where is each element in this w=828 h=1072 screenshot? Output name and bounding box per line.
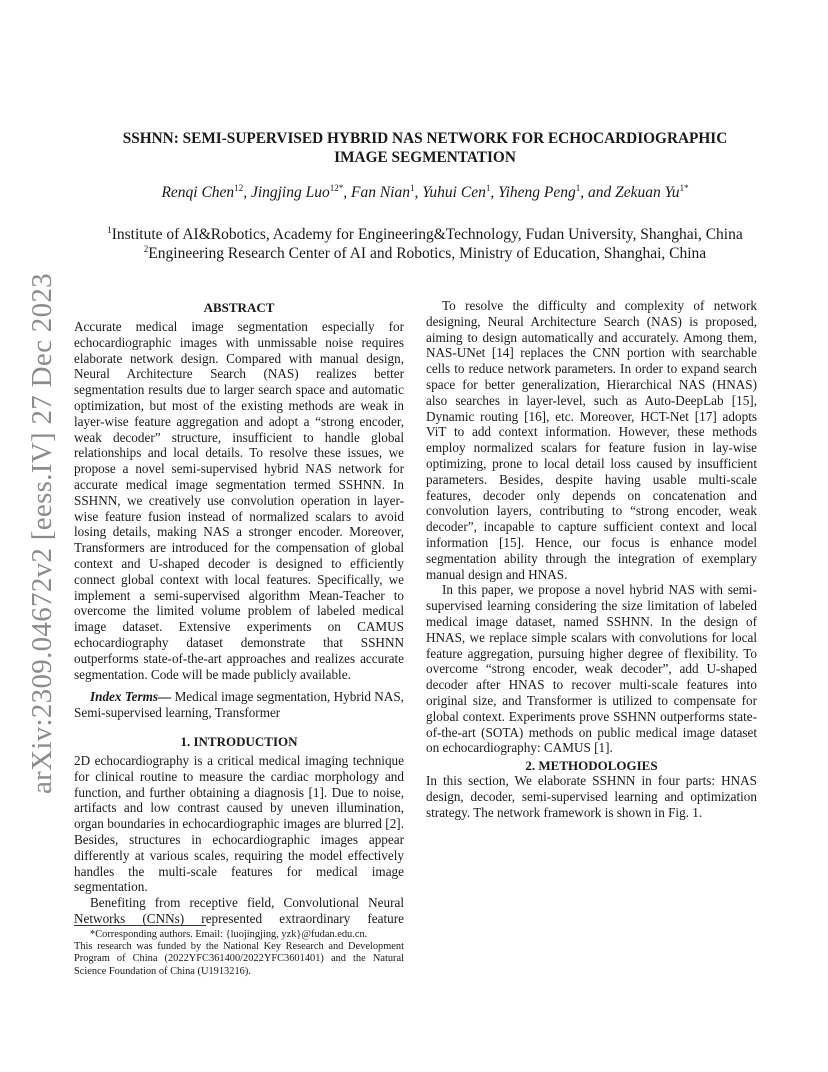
author [351,184,422,201]
author-sep: , [243,184,251,202]
affiliation [60,244,790,263]
author-affil-mark: 12* [329,183,344,193]
abstract-text: Accurate medical image segmentation especially for echocardiographic images with unmissable noise requires elaborate network design. Compared with manual design, Neural Architecture Search (NAS) realizes better segmentation results due to larger search space and automatic optimization, but most of the existing methods are weak in layer-wise feature aggregation and adopt a “strong encoder, weak decoder” structure, insufficient to handle global relationships and local details. To resolve these issues, we propose a novel semi-supervised hybrid NAS network for accurate medical image segmentation termed SSHNN. In SSHNN, we creatively use convolution operation in layer-wise feature fusion instead of normalized scalars to avoid losing details, making NAS a stronger encoder. Moreover, Transformers are introduced for the compensation of global context and U-shaped decoder is designed to efficiently connect global context with local features. Specifically, we implement a semi-supervised algorithm Mean-Teacher to overcome the limited volume problem of labeled medical image dataset. Extensive experiments on CAMUS echocardiography dataset demonstrate that SSHNN outperforms state-of-the-art approaches and realizes accurate segmentation. Code will be made publicly available. [74,319,404,682]
affiliation-text: Institute of AI&Robotics, Academy for Engineering&Technology, Fudan University, Shanghai, China [111,226,743,244]
right-column [426,298,757,821]
affiliation-mark: 1 [107,225,112,235]
author-sep: , [414,184,423,202]
footnote-funding: This research was funded by the National Key Research and Development Program of China (2022YFC361400/2022YFC3601401) and the Natural Science Foundation of China (U1913216). [74,941,404,977]
intro-paragraph-4: In this paper, we propose a novel hybrid NAS with semi-supervised learning considering the size limitation of labeled medical image dataset, named SSHNN. In the design of HNAS, we replace simple scalars with convolutions for local feature aggregation, pursuing higher degree of flexibility. To overcome “strong encoder, weak decoder”, add U-shaped decoder after HNAS to recover multi-scale features into original size, and Transformer is utilized to compensate for global context. Experiments prove SSHNN outperforms state-of-the-art (SOTA) methods on public medical image dataset on echocardiography: CAMUS [1]. [426,582,757,756]
author-affil-mark: 1* [679,183,689,193]
author-name: Fan Nian [350,184,410,202]
footnote-corresponding: *Corresponding authors. Email: {luojingjing, yzk}@fudan.edu.cn. [90,929,368,940]
author-name: Renqi Chen [161,184,235,202]
author-sep: , [343,184,351,202]
title-line-1: SSHNN: SEMI-SUPERVISED HYBRID NAS NETWORK FOR ECHOCARDIOGRAPHIC [122,130,728,147]
introduction-heading: 1. INTRODUCTION [180,733,298,749]
arxiv-stamp [22,272,62,794]
methodologies-heading: 2. METHODOLOGIES [525,758,658,774]
arxiv-stamp-text: arXiv:2309.04672v2 [eess.IV] 27 Dec 2023 [25,272,58,794]
affiliation-mark: 2 [143,244,149,254]
author-sep: , and [580,184,616,202]
footnote [74,929,404,978]
footnote-divider [74,925,206,926]
author-list [80,183,770,202]
author-affil-mark: 1 [575,183,581,193]
methodologies-paragraph: In this section, We elaborate SSHNN in four parts: HNAS design, decoder, semi-supervised learning and optimization strategy. The network framework is shown in Fig. 1. [426,773,757,820]
author-name: Yuhui Cen [422,184,486,202]
author-affil-mark: 12 [234,183,244,193]
abstract-heading: ABSTRACT [203,300,275,315]
author-affil-mark: 1 [485,183,491,193]
intro-paragraph-2-start: Benefiting from receptive field, Convolutional Neural Networks (CNNs) represented extraordinary feature [74,895,404,926]
affiliation-text: Engineering Research Center of AI and Robotics, Ministry of Education, Shanghai, China [148,245,707,263]
author [498,184,615,201]
author-name: Jingjing Luo [250,184,330,202]
paper-title [80,129,770,167]
index-terms-text: Medical image segmentation, Hybrid NAS, Semi-supervised learning, Transformer [74,689,404,721]
author-name: Yiheng Peng [498,184,576,202]
author [422,184,498,201]
intro-paragraph-3: To resolve the difficulty and complexity of network designing, Neural Architecture Search (NAS) is proposed, aiming to design automatically and accurately. Among them, NAS-UNet [14] replaces the CNN portion with searchable cells to reduce network parameters. In order to expand search space for better generalization, Hierarchical NAS (HNAS) also searches in layer-level, such as Auto-DeepLab [15], Dynamic routing [16], etc. Moreover, HCT-Net [17] adopts ViT to add context information. However, these methods employ normalized scalars for feature fusion in lay-wise optimizing, prone to local detail loss caused by insufficient parameters. Besides, despite having usable multi-scale features, decoder only depends on concatenation and convolution layers, contributing to “strong encoder, weak decoder”, incapable to capture sufficient context and local information [15]. Hence, our focus is enhance model segmentation ability through the integration of exemplary manual design and HNAS. [426,298,757,582]
left-column [74,300,404,927]
author-name: Zekuan Yu [615,184,680,202]
author [251,184,351,201]
author [161,184,251,201]
affiliation [60,225,790,244]
index-terms [74,689,404,721]
author-affil-mark: 1 [409,183,415,193]
author-sep: , [490,184,499,202]
index-terms-label: Index Terms— [90,689,172,705]
intro-paragraph-1: 2D echocardiography is a critical medical imaging technique for clinical routine to measure the cardiac morphology and function, and further obtaining a diagnosis [1]. Due to noise, artifacts and low contrast caused by uneven illumination, organ boundaries in echocardiographic images are blurred [2]. Besides, structures in echocardiographic images appear differently at various scales, requiring the model effectively handles the multi-scale features for medical image segmentation. [74,752,404,895]
title-line-2: IMAGE SEGMENTATION [334,149,516,166]
author [615,184,688,201]
